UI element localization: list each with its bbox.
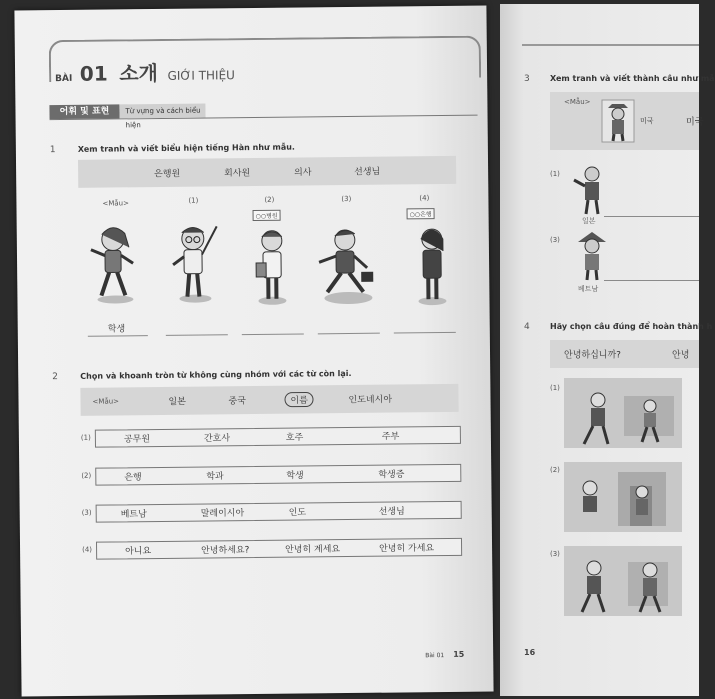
q1-label: (4) xyxy=(419,194,430,203)
q2-option[interactable]: 주부 xyxy=(381,431,400,443)
section-band xyxy=(49,101,477,130)
q2-option[interactable]: 공무원 xyxy=(123,434,151,445)
q3-instruction: Xem tranh và viết thành câu như mẫ xyxy=(550,74,715,83)
q2-number: 2 xyxy=(52,372,59,383)
q2-option[interactable]: 은행 xyxy=(124,472,142,483)
q3-sample-country: 미국 xyxy=(640,117,654,125)
lesson-prefix: BÀI xyxy=(55,73,73,85)
q2-option[interactable]: 안녕히 계세요 xyxy=(285,544,341,556)
greeting-scene xyxy=(564,378,682,448)
greeting-scene xyxy=(564,462,682,532)
answer-line[interactable] xyxy=(318,333,380,335)
q2-row xyxy=(95,464,461,486)
q2-option[interactable]: 호주 xyxy=(285,432,304,444)
q3-label: (3) xyxy=(550,236,560,244)
vietnamese-figure xyxy=(572,230,612,282)
q2-row-label: (4) xyxy=(82,545,93,554)
q3-country: 베트남 xyxy=(578,285,599,293)
q4-word-box xyxy=(550,340,699,368)
q3-sample-answer: 미국 xyxy=(686,117,704,128)
q1-label: (3) xyxy=(341,194,352,204)
answer-line[interactable] xyxy=(394,332,456,334)
q1-instruction: Xem tranh và viết biểu hiện tiếng Hàn như mẫu. xyxy=(77,142,295,154)
japanese-figure xyxy=(570,164,610,216)
q3-label: (1) xyxy=(550,170,560,178)
hospital-tag: ○○병원 xyxy=(253,210,281,221)
left-page xyxy=(14,6,493,697)
office-worker-figure xyxy=(313,222,384,305)
q2-row-label: (1) xyxy=(80,433,91,442)
doctor-figure xyxy=(242,222,303,305)
q2-sample-box xyxy=(80,384,458,416)
q2-row-label: (2) xyxy=(81,471,92,480)
q4-label: (3) xyxy=(550,550,560,558)
answer-line[interactable] xyxy=(166,334,228,336)
footer-lesson: Bài 01 xyxy=(425,652,445,660)
q2-option[interactable]: 선생님 xyxy=(378,506,405,518)
q4-instruction: Hãy chọn câu đúng để hoàn thành h xyxy=(550,322,713,331)
q2-option[interactable]: 간호사 xyxy=(203,433,231,445)
page-number-16: 16 xyxy=(524,648,536,657)
bank-clerk-figure xyxy=(402,221,463,307)
greeting-scene xyxy=(564,546,682,616)
q3-country: 일본 xyxy=(582,217,596,225)
lesson-title-vi: GIỚI THIỆU xyxy=(167,68,235,83)
q1-label-sample: <Mẫu> xyxy=(102,199,129,208)
page-number-15: 15 xyxy=(453,649,465,659)
teacher-figure xyxy=(165,218,226,304)
header-rule xyxy=(522,44,699,46)
answer-line[interactable] xyxy=(604,280,699,281)
q2-option[interactable]: 학과 xyxy=(206,471,224,483)
q2-sample-word: 일본 xyxy=(168,397,186,408)
q1-label: (1) xyxy=(188,196,199,205)
q3-number: 3 xyxy=(524,74,530,84)
q2-row xyxy=(95,426,461,448)
lesson-number: 01 xyxy=(79,61,108,86)
student-figure xyxy=(85,219,146,305)
q1-word-box xyxy=(78,156,456,188)
q1-sample-answer: 학생 xyxy=(107,324,126,335)
answer-line xyxy=(88,335,148,337)
q2-sample-word: 중국 xyxy=(228,396,246,407)
q2-sample-label: <Mẫu> xyxy=(92,397,120,406)
q2-option[interactable]: 베트남 xyxy=(120,509,147,520)
q1-word: 은행원 xyxy=(154,169,181,180)
q2-instruction: Chọn và khoanh tròn từ không cùng nhóm với các từ còn lại. xyxy=(80,368,352,381)
q2-option[interactable]: 아니요 xyxy=(125,546,152,557)
q4-label: (2) xyxy=(550,466,560,474)
q2-row xyxy=(96,538,462,560)
answer-line[interactable] xyxy=(604,216,699,217)
q4-number: 4 xyxy=(524,322,530,332)
answer-line[interactable] xyxy=(242,333,304,335)
q1-word: 회사원 xyxy=(224,168,251,179)
q2-sample-word: 인도네시아 xyxy=(348,395,393,406)
q3-sample-label: <Mẫu> xyxy=(564,98,591,106)
q2-row-label: (3) xyxy=(81,508,92,517)
section-tab-vi: Từ vựng và cách biểu hiện xyxy=(119,103,205,118)
q1-label: (2) xyxy=(264,195,275,204)
right-page xyxy=(500,4,715,696)
q2-option[interactable]: 말레이시아 xyxy=(200,508,245,520)
q1-word: 의사 xyxy=(294,167,312,179)
q2-option[interactable]: 학생증 xyxy=(378,469,405,481)
q4-word: 안녕하십니까? xyxy=(564,350,621,361)
lesson-header xyxy=(55,56,235,87)
q4-word: 안녕 xyxy=(672,350,690,361)
section-tab-ko: 어휘 및 표현 xyxy=(49,104,119,119)
q2-option[interactable]: 안녕히 가세요 xyxy=(379,543,435,555)
cowboy-figure xyxy=(600,98,636,144)
q2-option[interactable]: 학생 xyxy=(286,470,304,482)
q2-row xyxy=(96,501,462,523)
q2-option[interactable]: 인도 xyxy=(288,507,307,519)
q2-sample-word-circled: 이름 xyxy=(284,392,314,407)
q1-word: 선생님 xyxy=(354,167,381,178)
q1-number: 1 xyxy=(49,145,56,156)
q2-option[interactable]: 안녕하세요? xyxy=(201,545,250,557)
lesson-title-ko: 소개 xyxy=(119,60,159,86)
q4-label: (1) xyxy=(550,384,560,392)
bank-tag: ○○은행 xyxy=(407,208,435,219)
